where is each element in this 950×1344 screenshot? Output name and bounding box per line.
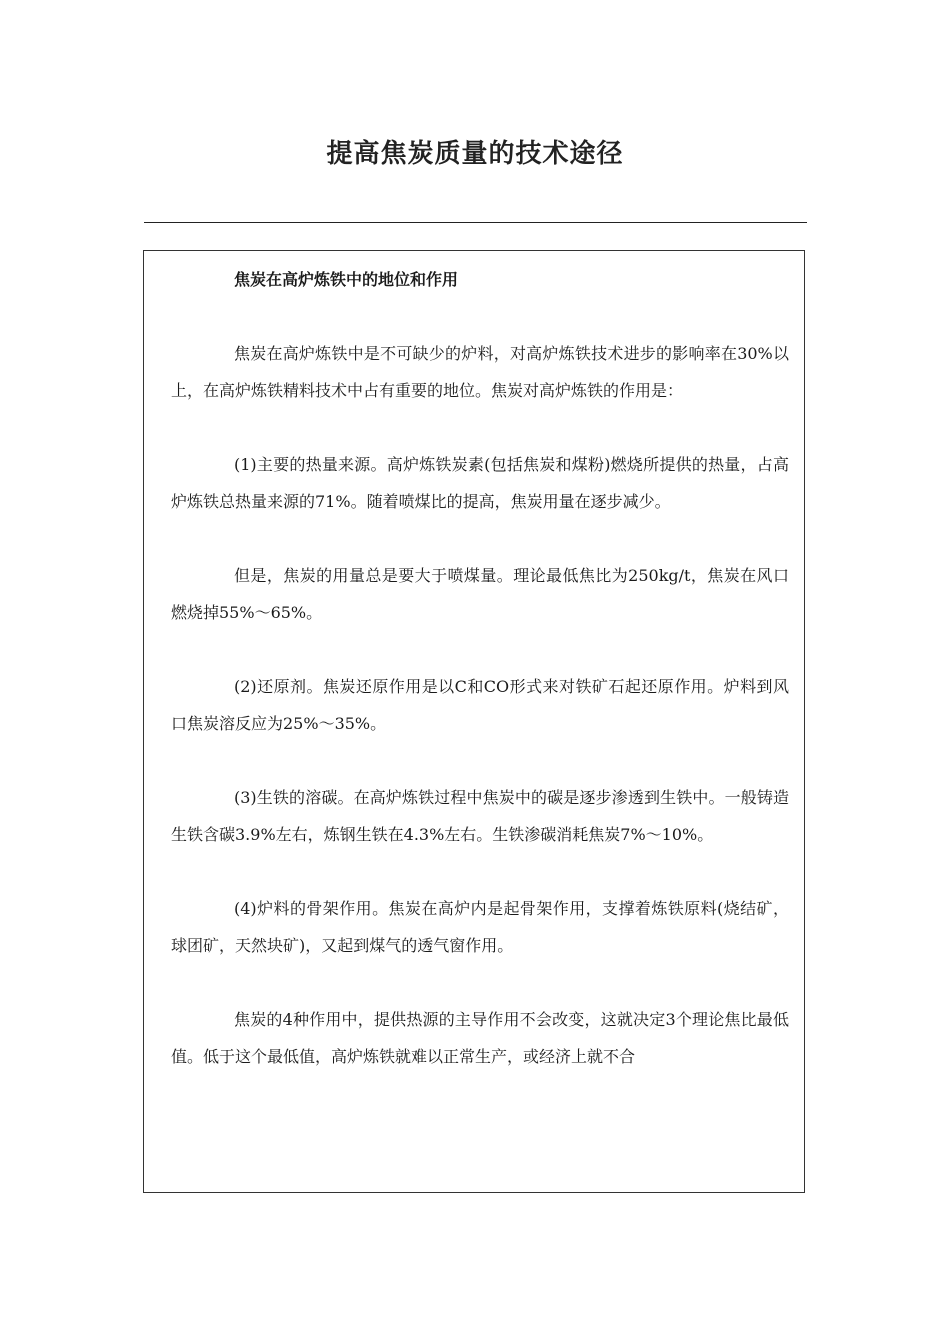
document-title: 提高焦炭质量的技术途径	[326, 139, 624, 169]
paragraph: 但是，焦炭的用量总是要大于喷煤量。理论最低焦比为250kg/t，焦炭在风口燃烧掉55%～65%。	[171, 566, 789, 622]
document-body	[171, 261, 789, 1075]
spacer	[171, 742, 789, 779]
paragraph: (2)还原剂。焦炭还原作用是以C和CO形式来对铁矿石起还原作用。炉料到风口焦炭溶反应为25%～35%。	[171, 677, 789, 733]
spacer	[171, 964, 789, 1001]
section-heading: 焦炭在高炉炼铁中的地位和作用	[234, 270, 459, 289]
spacer	[171, 853, 789, 890]
spacer	[171, 631, 789, 668]
spacer	[171, 298, 789, 335]
paragraph: (3)生铁的溶碳。在高炉炼铁过程中焦炭中的碳是逐步渗透到生铁中。一般铸造生铁含碳3.9%左右，炼钢生铁在4.3%左右。生铁渗碳消耗焦炭7%～10%。	[171, 788, 789, 844]
title-divider	[144, 222, 807, 223]
spacer	[171, 520, 789, 557]
content-frame	[143, 250, 805, 1193]
paragraph: (4)炉料的骨架作用。焦炭在高炉内是起骨架作用，支撑着炼铁原料(烧结矿，球团矿，天然块矿)，又起到煤气的透气窗作用。	[171, 899, 789, 955]
paragraph: 焦炭在高炉炼铁中是不可缺少的炉料，对高炉炼铁技术进步的影响率在30%以上，在高炉炼铁精料技术中占有重要的地位。焦炭对高炉炼铁的作用是：	[171, 344, 789, 400]
paragraph: 焦炭的4种作用中，提供热源的主导作用不会改变，这就决定3个理论焦比最低值。低于这个最低值，高炉炼铁就难以正常生产，或经济上就不合	[171, 1010, 789, 1066]
paragraph: (1)主要的热量来源。高炉炼铁炭素(包括焦炭和煤粉)燃烧所提供的热量，占高炉炼铁总热量来源的71%。随着喷煤比的提高，焦炭用量在逐步减少。	[171, 455, 789, 511]
spacer	[171, 409, 789, 446]
